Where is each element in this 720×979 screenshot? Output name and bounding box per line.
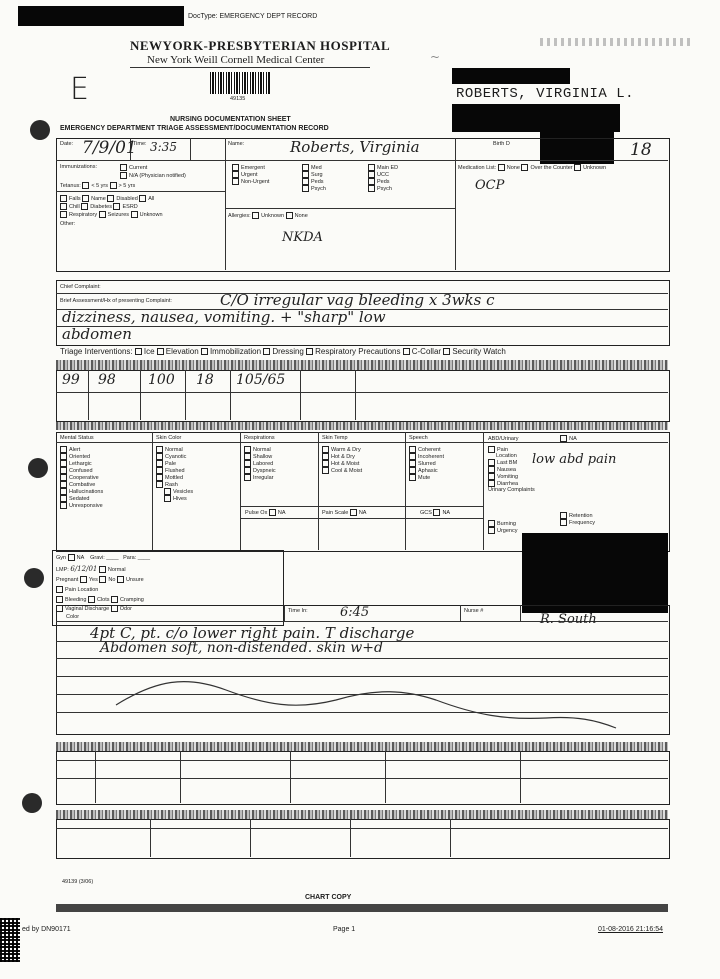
age-value[interactable]: 18 <box>630 140 652 160</box>
patient-label-name: ROBERTS, VIRGINIA L. <box>456 86 635 102</box>
chief-line1[interactable]: C/O irregular vag bleeding x 3wks c <box>220 291 495 309</box>
name-value[interactable]: Roberts, Virginia <box>290 138 420 156</box>
other-label: Other: <box>60 221 76 227</box>
vital-pulse[interactable]: 98 <box>98 372 116 388</box>
skin-color-title: Skin Color <box>156 435 182 441</box>
chief-label: Chief Complaint: <box>60 284 101 290</box>
time-label: Time: <box>133 141 147 147</box>
medication-value[interactable]: OCP <box>475 178 505 193</box>
brief-label: Brief Assessment/Hx of presenting Complaint: <box>60 298 172 304</box>
punch-hole <box>30 120 50 140</box>
gyn-discharge-row: Vaginal Discharge Odor <box>56 605 132 612</box>
notes-time-value[interactable]: 6:45 <box>340 605 370 620</box>
mental-status-title: Mental Status <box>60 435 94 441</box>
flags-row1: Falls Name Disabled All <box>60 195 154 202</box>
barcode <box>210 72 270 94</box>
speech-list: Coherent Incoherent Slurred Aphasic Mute <box>409 446 444 481</box>
imm-na: N/A (Physician notified) <box>129 172 186 179</box>
gyn-row: Gyn NA Gravi: ____ Para: ____ <box>56 554 151 561</box>
wavy-line <box>56 660 668 740</box>
form-number: 49139 (3/06) <box>62 879 94 885</box>
flags-row2: Chill Diabetes ESRD <box>60 203 138 210</box>
qr-code <box>0 918 20 962</box>
top-section <box>56 138 670 272</box>
gcs-label: GCS NA <box>420 509 451 516</box>
pain-scale-label: Pain Scale NA <box>322 509 367 516</box>
vital-bp[interactable]: 105/65 <box>236 372 286 388</box>
medication-row: Medication List: None Over the Counter Unknown <box>458 164 607 171</box>
hospital-center: New York Weill Cornell Medical Center <box>147 54 325 66</box>
abd-pain-value[interactable]: low abd pain <box>532 452 617 467</box>
chief-line2[interactable]: dizziness, nausea, vomiting. + "sharp" low <box>62 308 386 326</box>
stamp-marks <box>540 38 690 46</box>
respirations-title: Respirations <box>244 435 275 441</box>
skin-temp-title: Skin Temp <box>322 435 348 441</box>
birth-label: Birth D <box>493 141 510 147</box>
vital-temp[interactable]: 99 <box>62 372 80 388</box>
nurse-label: Nurse # <box>464 608 484 614</box>
chart-copy: CHART COPY <box>305 894 352 901</box>
date-value[interactable]: 7/9/01 <box>82 138 137 158</box>
pregnant-row: Pregnant Yes No Unsure <box>56 576 144 583</box>
form-code: 49135 <box>230 96 246 102</box>
punch-hole <box>24 568 44 588</box>
time-value[interactable]: 3:35 <box>150 140 177 154</box>
urinary-list-b: Retention Frequency <box>560 512 595 526</box>
page-number: Page 1 <box>333 926 356 933</box>
vital-spo2[interactable]: 18 <box>196 372 214 388</box>
notes-line2[interactable]: Abdomen soft, non-distended. skin w+d <box>100 640 383 656</box>
triage-interventions: Triage Interventions: Ice Elevation Immobilization Dressing Respiratory Precautions C-Collar Security Watch <box>60 347 506 356</box>
allergies-row: Allergies: Unknown None <box>228 212 308 219</box>
hospital-name: NEWYORK-PRESBYTERIAN HOSPITAL <box>130 38 391 53</box>
respirations-list: Normal Shallow Labored Dyspneic Irregular <box>244 446 276 481</box>
skin-color-list: Normal Cyanotic Pale Flushed Mottled Rash Vesicles Hives <box>156 446 193 502</box>
bottom-grid <box>56 819 670 859</box>
allergies-value[interactable]: NKDA <box>282 230 323 245</box>
doc-type: DocType: EMERGENCY DEPT RECORD <box>188 13 318 20</box>
punch-hole <box>22 793 42 813</box>
scribble: ~ <box>430 50 441 64</box>
notes-line1[interactable]: 4pt C, pt. c/o lower right pain. T discharge <box>90 624 415 642</box>
abd-title: ABD/Urinary NA <box>488 435 577 442</box>
location-list: Main ED UCC Peds Psych <box>368 164 398 192</box>
urinary-list-a: Burning Urgency <box>488 520 517 534</box>
nurse-signature[interactable]: R. South <box>540 612 597 627</box>
imm-current: Current <box>129 164 148 171</box>
abd-list: Pain Location Last BM Nausea Vomiting Diarrhea Urinary Complaints <box>488 446 535 493</box>
printed-by: ed by DN90171 <box>22 926 71 933</box>
chief-line3[interactable]: abdomen <box>62 325 132 343</box>
gyn-color: Color <box>66 614 80 620</box>
pulse-ox-label: Pulse Ox NA <box>245 509 286 516</box>
punch-hole <box>28 458 48 478</box>
acuity-list: Emergent Urgent Non-Urgent <box>232 164 269 185</box>
tetanus-label: Tetanus: <box>60 182 81 189</box>
gyn-bleeding-row: Bleeding Clots Cramping <box>56 596 144 603</box>
sheet-subtitle: EMERGENCY DEPARTMENT TRIAGE ASSESSMENT/DOCUMENTATION RECORD <box>60 125 329 132</box>
sheet-title: NURSING DOCUMENTATION SHEET <box>170 116 291 123</box>
gyn-pain-row: Pain Location <box>56 586 98 593</box>
immunizations-label: Immunizations: <box>60 164 97 170</box>
mental-status-list: Alert Oriented Lethargic Confused Cooperative Combative Hallucinations Sedated Unresponsive <box>60 446 103 509</box>
vital-resp[interactable]: 100 <box>148 372 175 388</box>
speech-title: Speech <box>409 435 428 441</box>
skin-temp-list: Warm & Dry Hot & Dry Hot & Moist Cool & Moist <box>322 446 362 474</box>
lmp-row: LMP: 6/12/01 Normal <box>56 565 126 573</box>
handwritten-letter: E <box>70 72 89 107</box>
print-timestamp: 01-08-2016 21:16:54 <box>598 926 663 933</box>
date-label: Date: <box>60 141 74 147</box>
service-list: Med Surg Peds Psych <box>302 164 326 192</box>
footer-bar <box>56 904 668 912</box>
notes-time-label: Time In: <box>288 608 308 614</box>
flags-row3: Respiratory Seizures Unknown <box>60 211 163 218</box>
name-label: Name: <box>228 141 245 147</box>
